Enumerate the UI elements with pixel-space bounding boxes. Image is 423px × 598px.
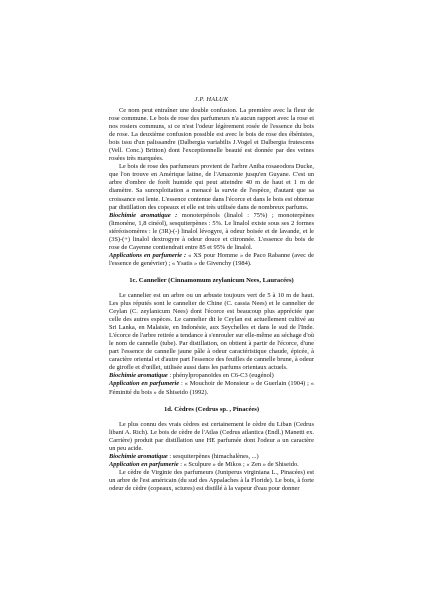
paragraph: Le plus connu des vrais cèdres est certainement le cèdre du Liban (Cedrus libani A. Rich). Le bois de cèdre de l'Atlas (Cedrus atlantica (Endl.) Manetti ex. Carrière) produit par distillation une HE parfumée dont l'odeur a un caractère un peu acide. <box>109 420 314 452</box>
application-text: : « Mouchoir de Monsieur » de Guerlain (1904) ; « Féminité du bois » de Shiseido (1992). <box>109 380 314 396</box>
application-text: : « Sculpure » de Mikos ; « Zen » de Shiseido. <box>178 460 299 468</box>
aromatic-biochemistry-paragraph <box>109 212 314 252</box>
aromatic-biochemistry-paragraph <box>109 453 314 461</box>
biochemistry-text: : sesquiterpènes (himachalènes, ...) <box>167 452 259 460</box>
biochemistry-text: : phénylpropanoïdes en C6-C3 (eugénol) <box>167 372 274 380</box>
section-heading-cannelier: 1c. Cannelier (Cinnamomum zeylanicum Nees, Lauracées) <box>129 276 294 284</box>
perfumery-application-paragraph <box>109 380 314 396</box>
application-text: « XS pour Homme » de Paco Rabanne (avec de l'essence de genévrier) ; « Ysatis » de Givenchy (1984). <box>109 251 314 267</box>
paragraph: Le cèdre de Virginie des parfumeurs (Juniperus virginiana L., Pinacées) est un arbre de l'est américain (du sud des Appalaches à la Floride). Le bois, à forte odeur de cèdre (copeaux, sciures) est distillé à la vapeur d'eau pour donner <box>109 468 314 492</box>
application-label: Application en parfumerie <box>109 380 180 388</box>
biochemistry-label: Biochimie aromatique <box>109 452 168 460</box>
running-head: J.P. HALUK <box>194 96 229 103</box>
application-label: Applications en parfumerie : <box>109 251 187 259</box>
perfumery-application-paragraph <box>109 252 314 268</box>
biochemistry-text: monoterpénols (linalol : 75%) ; monoterpènes (limonène, 1,8 cinéol), sesquiterpènes : 5%. Le linalol existe sous ses 2 formes stéréoisomères : le (3R)-(-) linalol lévogyre, à odeur boisée et de lavande, et le (3S)-(+) linalol dextrogyre à odeur douce et citronnée. L'essence du bois de rose de Cayenne contiendrait entre 85 et 95% de linalol. <box>109 211 314 251</box>
main-text-column <box>109 107 314 493</box>
application-label: Application en parfumerie <box>109 460 179 468</box>
biochemistry-label: Biochimie aromatique <box>109 372 168 380</box>
paragraph: Le cannelier est un arbre ou un arbuste toujours vert de 5 à 10 m de haut. Les plus réputés sont le cannelier de Chine (C. cassia Nees) et le cannelier de Ceylan (C. zeylanicum Nees) dont l'écorce est beaucoup plus appréciée que celle des autres espèces. Le cannelier dit le Ceylan est actuellement cultivé au Sri Lanka, en Malaisie, en Indonésie, aux Seychelles et dans le sud de l'Inde. L'écorce de l'arbre retirée a tendance à s'enrouler sur elle-même au séchage d'où le nom de cannelle (tube). Par distillation, on obtient à partir de l'écorce, d'une part l'essence de cannelle jaune pâle à odeur caractéristique chaude, épicée, à caractère oriental et d'autre part l'essence des feuilles de cannelle brune, à odeur de girofle et d'œillet, utilisée aussi dans les parfums orientaux actuels. <box>109 291 314 372</box>
section-heading-cedres: 1d. Cèdres (Cedrus sp. , Pinacées) <box>163 405 260 413</box>
perfumery-application-paragraph <box>109 461 314 469</box>
biochemistry-label: Biochimie aromatique : <box>109 211 178 219</box>
paragraph: Ce nom peut entraîner une double confusion. La première avec la fleur de rose commune. Le bois de rose des parfumeurs n'a aucun rapport avec la rose et nos rosiers communs, si ce n'est l'odeur légèrement rosée de l'essence du bois de rose. La deuxième confusion possible est avec le bois de rose des ébénistes, bois issu d'un palissandre (Dalbergia variabilis J.Vogel et Dalbergia frutescens (Vell. Conc.) Britton) dont l'exceptionnelle beauté est donnée par des veines rosées très marquées. <box>109 107 314 163</box>
paragraph: Le bois de rose des parfumeurs provient de l'arbre Aniba rosaeodora Ducke, que l'on trouve en Amérique latine, de l'Amazonie jusqu'en Guyane. C'est un arbre d'ombre de forêt humide qui peut atteindre 40 m de haut et 1 m de diamètre. Sa surexploitation a menacé la survie de l'espèce, d'autant que sa croissance est lente. L'essence contenue dans l'écorce et dans le bois est obtenue par distillation des copeaux et elle est très utilisée dans de nombreux parfums. <box>109 163 314 211</box>
aromatic-biochemistry-paragraph <box>109 372 314 380</box>
